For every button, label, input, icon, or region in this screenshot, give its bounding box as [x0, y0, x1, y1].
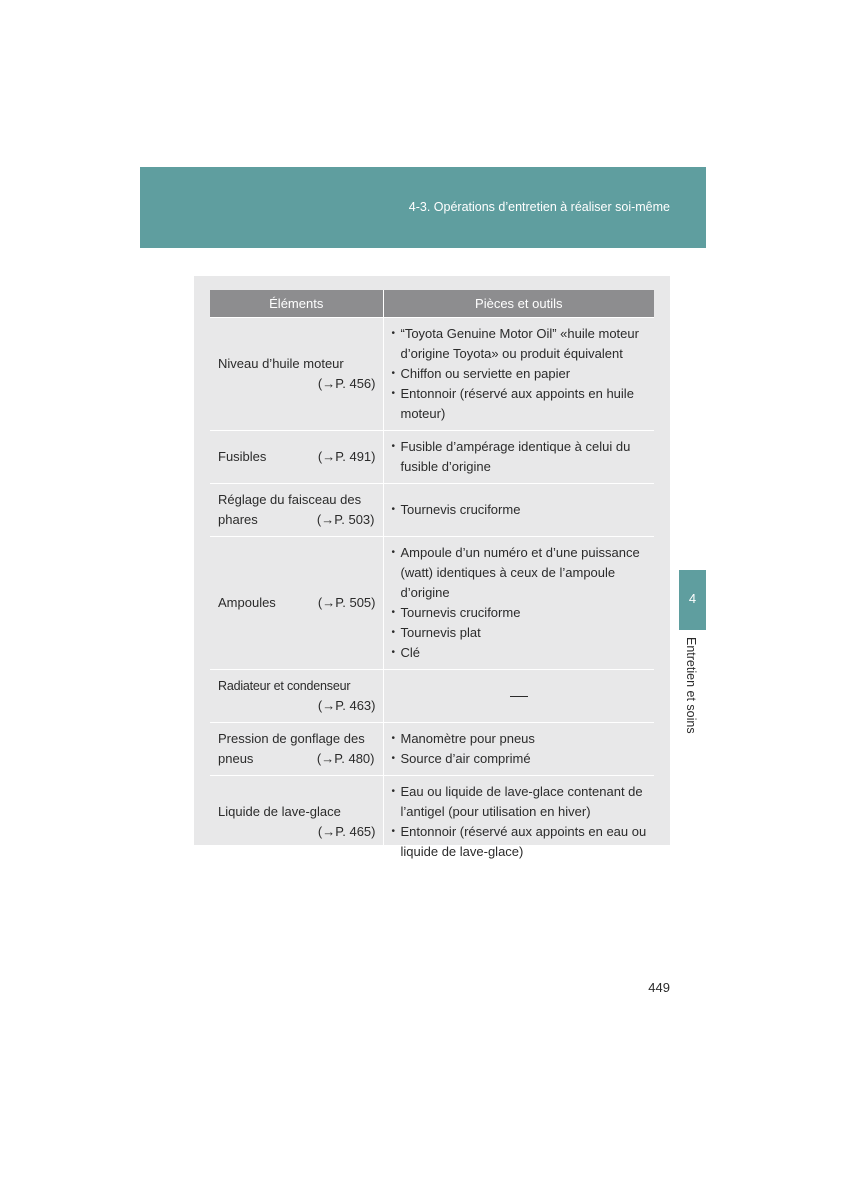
table-row: [210, 431, 654, 484]
parts-table-panel: [194, 276, 670, 859]
tools-list: [392, 500, 648, 520]
page-number: 449: [648, 980, 670, 995]
item-cell: [210, 431, 383, 484]
page-reference: (→P. 503): [316, 512, 375, 527]
item-cell: [210, 537, 383, 670]
tools-list: [392, 782, 648, 862]
list-item: • Manomètre pour pneus: [392, 729, 648, 749]
item-cell: [210, 723, 383, 776]
page-reference: (→P. 491): [317, 449, 376, 464]
tools-cell: [383, 670, 654, 723]
item-cell: [210, 484, 383, 537]
chapter-label: Entretien et soins: [684, 637, 698, 734]
item-cell: [210, 776, 383, 869]
tools-cell: [383, 431, 654, 484]
table-row: [210, 318, 654, 431]
page-reference: (→P. 505): [317, 595, 376, 610]
column-header-tools: Pièces et outils: [383, 290, 654, 318]
table-row: [210, 723, 654, 776]
list-item: • Source d’air comprimé: [392, 749, 648, 769]
table-row: [210, 670, 654, 723]
tools-list: [392, 437, 648, 477]
item-name: Fusibles: [218, 449, 267, 464]
column-header-items: Éléments: [210, 290, 383, 318]
page-reference: (→P. 463): [317, 698, 376, 713]
list-item: • Ampoule d’un numéro et d’une puissance (watt) identiques à ceux de l’ampoule d’origine: [392, 543, 648, 603]
tools-cell: [383, 723, 654, 776]
table-row: [210, 484, 654, 537]
list-item: • Chiffon ou serviette en papier: [392, 364, 648, 384]
parts-tools-table: [210, 290, 654, 869]
table-row: [210, 537, 654, 670]
tools-cell: [383, 484, 654, 537]
item-name: Liquide de lave-glace: [218, 804, 341, 819]
list-item: • Eau ou liquide de lave-glace contenant de l’antigel (pour utilisation en hiver): [392, 782, 648, 822]
list-item: • Tournevis cruciforme: [392, 500, 648, 520]
chapter-tab: [679, 570, 706, 630]
tools-list: [392, 729, 648, 769]
list-item: • Tournevis cruciforme: [392, 603, 648, 623]
table-header-row: [210, 290, 654, 318]
list-item: • Entonnoir (réservé aux appoints en huile moteur): [392, 384, 648, 424]
list-item: • Tournevis plat: [392, 623, 648, 643]
table-row: [210, 776, 654, 869]
section-header-band: [140, 167, 706, 248]
no-tools-dash: [510, 696, 528, 697]
item-name: Pression de gonflage des pneus: [218, 731, 365, 766]
item-cell: [210, 318, 383, 431]
list-item: • “Toyota Genuine Motor Oil” «huile moteur d’origine Toyota» ou produit équivalent: [392, 324, 648, 364]
tools-list: [392, 543, 648, 663]
item-name: Radiateur et condenseur: [218, 679, 351, 693]
tools-cell: [383, 318, 654, 431]
item-cell: [210, 670, 383, 723]
item-name: Réglage du faisceau des phares: [218, 492, 362, 527]
list-item: • Fusible d’ampérage identique à celui du fusible d’origine: [392, 437, 648, 477]
tools-cell: [383, 537, 654, 670]
list-item: • Entonnoir (réservé aux appoints en eau ou liquide de lave-glace): [392, 822, 648, 862]
tools-list: [392, 324, 648, 424]
item-name: Ampoules: [218, 595, 276, 610]
section-title: 4-3. Opérations d’entretien à réaliser soi-même: [408, 200, 670, 214]
chapter-number: 4: [688, 591, 697, 606]
list-item: • Clé: [392, 643, 648, 663]
page-reference: (→P. 465): [317, 824, 376, 839]
item-name: Niveau d’huile moteur: [218, 356, 344, 371]
page-reference: (→P. 456): [317, 376, 376, 391]
page-reference: (→P. 480): [316, 751, 375, 766]
tools-cell: [383, 776, 654, 869]
